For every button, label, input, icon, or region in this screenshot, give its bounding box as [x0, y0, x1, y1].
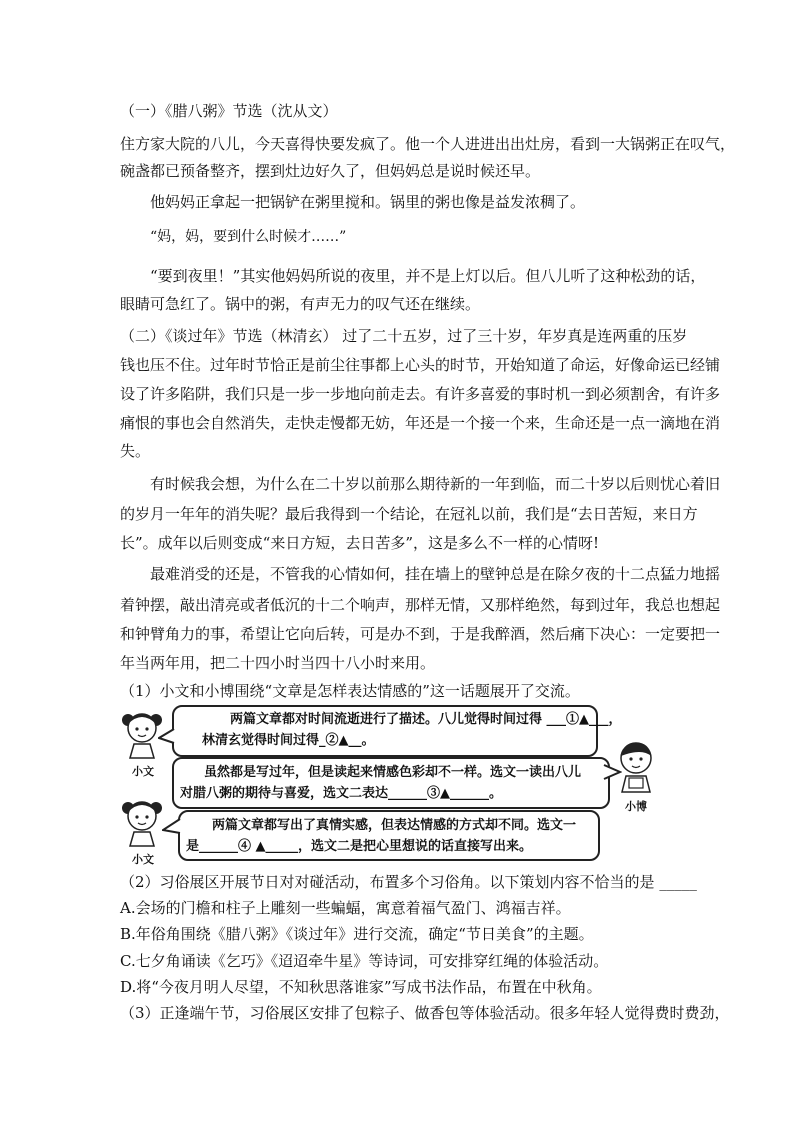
bubble-tail-icon — [162, 818, 182, 834]
paragraph-line: 碗盏都已预备整齐，摆到灶边好久了，但妈妈总是说时候还早。 — [120, 162, 541, 180]
passage2-first-line: （二）《谈过年》节选（林清玄） 过了二十五岁，过了三十岁，年岁真是连两重的压岁 — [120, 327, 688, 345]
paragraph-line: 年当两年用，把二十四小时当四十八小时来用。 — [120, 654, 436, 672]
speech-bubble — [172, 757, 610, 809]
paragraph-line: 着钟摆，敲出清亮或者低沉的十二个响声，那样无情，又那样绝然，每到过年，我总也想起 — [120, 596, 721, 614]
bubble-tail-icon — [602, 764, 622, 780]
option-b: B.年俗角围绕《腊八粥》《谈过年》进行交流，确定“节日美食”的主题。 — [120, 925, 594, 943]
question-3: （3）正逢端午节，习俗展区安排了包粽子、做香包等体验活动。很多年轻人觉得费时费劲， — [120, 1004, 730, 1022]
paragraph-line: 他妈妈正拿起一把锅铲在粥里搅和。锅里的粥也像是益发浓稠了。 — [150, 193, 586, 211]
paragraph-line: 和钟臂角力的事，希望让它向后转，可是办不到，于是我醉酒，然后痛下决心：一定要把一 — [120, 625, 721, 643]
paragraph-line: 的岁月一年年的消失呢？最后我得到一个结论，在冠礼以前，我们是“去日苦短，来日方 — [120, 505, 698, 523]
question-1: （1）小文和小博围绕“文章是怎样表达情感的”这一话题展开了交流。 — [120, 682, 580, 700]
speech-bubble — [172, 705, 622, 757]
bubble-text: 对腊八粥的期待与喜爱，选文二表达______③▲______。 — [180, 786, 502, 801]
speaker-name: 小博 — [625, 800, 647, 813]
girl-avatar-icon — [120, 796, 164, 848]
option-a: A.会场的门檐和柱子上雕刻一些蝙蝠，寓意着福气盈门、鸿福吉祥。 — [120, 899, 571, 917]
bubble-text: 两篇文章都写出了真情实感，但表达情感的方式却不同。选文一 — [212, 818, 577, 833]
paragraph-line: 有时候我会想，为什么在二十岁以前那么期待新的一年到临，而二十岁以后则忧心着旧 — [150, 475, 721, 493]
bubble-text: 是______④ ▲_____，选文二是把心里想说的话直接写出来。 — [186, 839, 533, 854]
speaker-name: 小文 — [132, 765, 154, 778]
speech-bubble — [178, 810, 600, 861]
bubble-text: 林清玄觉得时间过得_②▲__。 — [202, 733, 375, 748]
paragraph-line: 痛恨的事也会自然消失，走快走慢都无妨，年还是一个接一个来，生命还是一点一滴地在消 — [120, 414, 721, 432]
paragraph-line: 设了许多陷阱，我们只是一步一步地向前走去。有许多喜爱的事时机一到必须割舍，有许多 — [120, 385, 721, 403]
paragraph-line: 住方家大院的八儿，今天喜得快要发疯了。他一个人进进出出灶房，看到一大锅粥正在叹气， — [120, 135, 736, 153]
paragraph-line: 失。 — [120, 442, 151, 460]
paragraph-line: “妈，妈，要到什么时候才……” — [150, 229, 347, 245]
paragraph-line: 最难消受的还是，不管我的心情如何，挂在墙上的壁钟总是在除夕夜的十二点猛力地摇 — [150, 565, 721, 583]
bubble-text: 虽然都是写过年，但是读起来情感色彩却不一样。选文一读出八儿 — [204, 765, 582, 780]
option-d: D.将“今夜月明人尽望，不知秋思落谁家”写成书法作品，布置在中秋角。 — [120, 978, 602, 996]
paragraph-line: 眼睛可急红了。锅中的粥，有声无力的叹气还在继续。 — [120, 295, 481, 313]
passage1-title: （一）《腊八粥》节选（沈从文） — [120, 102, 338, 120]
question-2: （2）习俗展区开展节日对对碰活动，布置多个习俗角。以下策划内容不恰当的是 _____ — [120, 873, 697, 891]
bubble-tail-icon — [158, 728, 178, 744]
speaker-name: 小文 — [132, 853, 154, 866]
bubble-text: 两篇文章都对时间流逝进行了描述。八儿觉得时间过得 ___①▲___， — [230, 712, 622, 727]
paragraph-line: “要到夜里！”其实他妈妈所说的夜里，并不是上灯以后。但八儿听了这种松劲的话， — [150, 267, 706, 285]
paragraph-line: 长”。成年以后则变成“来日方短，去日苦多”，这是多么不一样的心情呀! — [120, 534, 600, 552]
paragraph-line: 钱也压不住。过年时节恰正是前尘往事都上心头的时节，开始知道了命运，好像命运已经铺 — [120, 356, 721, 374]
option-c: C.七夕角诵读《乞巧》《迢迢牵牛星》等诗词，可安排穿红绳的体验活动。 — [120, 952, 609, 970]
